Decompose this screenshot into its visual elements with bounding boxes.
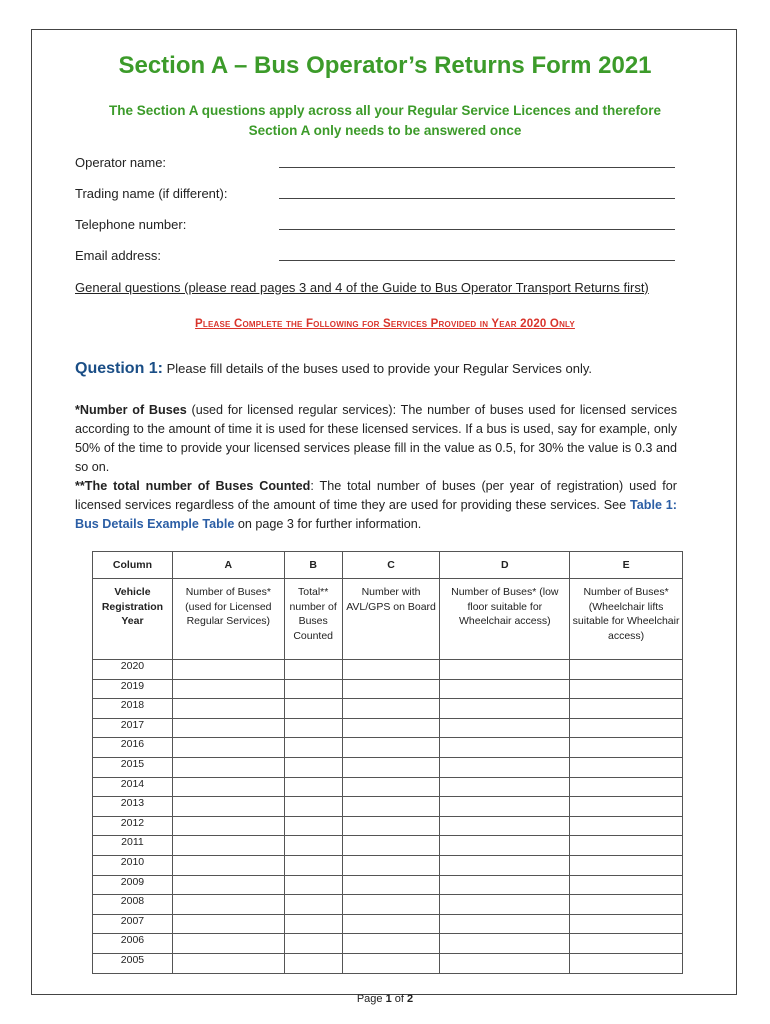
- trading-name-label: Trading name (if different):: [75, 186, 228, 201]
- buses-counted-term: **The total number of Buses Counted: [75, 479, 311, 493]
- column-b-description: Total** number of Buses Counted: [284, 579, 342, 660]
- table-row: [93, 738, 683, 758]
- input-cell-d[interactable]: [440, 875, 570, 895]
- telephone-label: Telephone number:: [75, 217, 187, 232]
- input-cell-c[interactable]: [342, 895, 440, 915]
- buses-counted-definition: : The total number of buses (per year of registration) used for licensed services regardless of the amount of time they are used for providing these services. See: [75, 479, 677, 512]
- general-questions-heading: General questions (please read pages 3 and 4 of the Guide to Bus Operator Transport Returns first): [75, 280, 649, 295]
- table-row: [93, 914, 683, 934]
- subtitle-line-1: The Section A questions apply across all your Regular Service Licences and therefore: [109, 103, 661, 118]
- registration-year-cell: 2018: [93, 699, 173, 719]
- registration-year-cell: 2007: [93, 914, 173, 934]
- input-cell-e[interactable]: [570, 953, 683, 973]
- input-cell-d[interactable]: [440, 738, 570, 758]
- input-cell-b[interactable]: [284, 875, 342, 895]
- input-cell-e[interactable]: [570, 660, 683, 680]
- registration-year-cell: 2009: [93, 875, 173, 895]
- input-cell-c[interactable]: [342, 718, 440, 738]
- number-of-buses-paragraph: [75, 401, 677, 477]
- registration-year-cell: 2005: [93, 953, 173, 973]
- input-cell-e[interactable]: [570, 836, 683, 856]
- registration-year-cell: 2015: [93, 757, 173, 777]
- input-cell-e[interactable]: [570, 777, 683, 797]
- column-header: Column: [93, 552, 173, 579]
- input-cell-a[interactable]: [172, 699, 284, 719]
- please-complete-notice: Please Complete the Following for Services Provided in Year 2020 Only: [195, 318, 575, 330]
- input-cell-d[interactable]: [440, 757, 570, 777]
- input-cell-b[interactable]: [284, 855, 342, 875]
- question-1-text: Please fill details of the buses used to provide your Regular Services only.: [163, 361, 593, 376]
- input-cell-c[interactable]: [342, 836, 440, 856]
- input-cell-a[interactable]: [172, 934, 284, 954]
- input-cell-a[interactable]: [172, 914, 284, 934]
- column-header-a: A: [172, 552, 284, 579]
- input-cell-a[interactable]: [172, 777, 284, 797]
- footer-page-of: of: [391, 993, 408, 1005]
- registration-year-cell: 2020: [93, 660, 173, 680]
- input-cell-a[interactable]: [172, 738, 284, 758]
- input-cell-a[interactable]: [172, 660, 284, 680]
- input-cell-b[interactable]: [284, 934, 342, 954]
- registration-year-cell: 2006: [93, 934, 173, 954]
- input-cell-c[interactable]: [342, 679, 440, 699]
- table-row: [93, 816, 683, 836]
- input-cell-e[interactable]: [570, 855, 683, 875]
- input-cell-c[interactable]: [342, 816, 440, 836]
- telephone-field[interactable]: [279, 229, 675, 230]
- input-cell-a[interactable]: [172, 953, 284, 973]
- number-of-buses-term: *Number of Buses: [75, 403, 187, 417]
- input-cell-e[interactable]: [570, 934, 683, 954]
- input-cell-d[interactable]: [440, 914, 570, 934]
- email-field[interactable]: [279, 260, 675, 261]
- input-cell-d[interactable]: [440, 816, 570, 836]
- table-row: [93, 699, 683, 719]
- registration-year-cell: 2011: [93, 836, 173, 856]
- registration-year-cell: 2019: [93, 679, 173, 699]
- column-c-description: Number with AVL/GPS on Board: [342, 579, 440, 660]
- table-row: [93, 757, 683, 777]
- input-cell-b[interactable]: [284, 816, 342, 836]
- input-cell-d[interactable]: [440, 679, 570, 699]
- table-row: [93, 660, 683, 680]
- column-header-d: D: [440, 552, 570, 579]
- input-cell-d[interactable]: [440, 797, 570, 817]
- input-cell-e[interactable]: [570, 738, 683, 758]
- input-cell-a[interactable]: [172, 816, 284, 836]
- buses-counted-suffix: on page 3 for further information.: [234, 517, 422, 531]
- input-cell-e[interactable]: [570, 797, 683, 817]
- registration-year-cell: 2010: [93, 855, 173, 875]
- table-row: [93, 895, 683, 915]
- input-cell-a[interactable]: [172, 895, 284, 915]
- registration-year-cell: 2012: [93, 816, 173, 836]
- input-cell-b[interactable]: [284, 836, 342, 856]
- input-cell-c[interactable]: [342, 914, 440, 934]
- registration-year-cell: 2008: [93, 895, 173, 915]
- column-d-description: Number of Buses* (low floor suitable for Wheelchair access): [440, 579, 570, 660]
- subtitle-line-2: Section A only needs to be answered once: [248, 123, 522, 138]
- question-1-label: Question 1:: [75, 360, 164, 377]
- input-cell-c[interactable]: [342, 757, 440, 777]
- input-cell-a[interactable]: [172, 836, 284, 856]
- current-page-number: 1: [385, 993, 392, 1005]
- input-cell-a[interactable]: [172, 718, 284, 738]
- input-cell-c[interactable]: [342, 934, 440, 954]
- page-footer: [0, 993, 770, 1005]
- input-cell-b[interactable]: [284, 777, 342, 797]
- input-cell-c[interactable]: [342, 953, 440, 973]
- input-cell-e[interactable]: [570, 914, 683, 934]
- table-row: [93, 797, 683, 817]
- input-cell-e[interactable]: [570, 679, 683, 699]
- input-cell-a[interactable]: [172, 875, 284, 895]
- input-cell-b[interactable]: [284, 757, 342, 777]
- footer-page-prefix: Page: [356, 993, 386, 1005]
- input-cell-b[interactable]: [284, 738, 342, 758]
- question-1: [75, 360, 592, 378]
- input-cell-a[interactable]: [172, 797, 284, 817]
- input-cell-d[interactable]: [440, 855, 570, 875]
- buses-counted-paragraph: [75, 477, 677, 534]
- table-row: [93, 679, 683, 699]
- input-cell-d[interactable]: [440, 934, 570, 954]
- registration-year-cell: 2016: [93, 738, 173, 758]
- input-cell-d[interactable]: [440, 718, 570, 738]
- table-column-header-row: [93, 552, 683, 579]
- input-cell-b[interactable]: [284, 699, 342, 719]
- input-cell-a[interactable]: [172, 757, 284, 777]
- registration-year-cell: 2017: [93, 718, 173, 738]
- input-cell-b[interactable]: [284, 914, 342, 934]
- column-header-c: C: [342, 552, 440, 579]
- input-cell-d[interactable]: [440, 699, 570, 719]
- email-label: Email address:: [75, 248, 161, 263]
- table-1-link[interactable]: Table 1: Bus Details Example Table: [75, 498, 677, 531]
- table-row: [93, 934, 683, 954]
- input-cell-e[interactable]: [570, 699, 683, 719]
- input-cell-d[interactable]: [440, 660, 570, 680]
- input-cell-e[interactable]: [570, 757, 683, 777]
- input-cell-a[interactable]: [172, 855, 284, 875]
- table-row: [93, 718, 683, 738]
- input-cell-e[interactable]: [570, 816, 683, 836]
- operator-name-label: Operator name:: [75, 155, 167, 170]
- input-cell-c[interactable]: [342, 699, 440, 719]
- vehicle-registration-year-header: Vehicle Registration Year: [93, 579, 173, 660]
- input-cell-c[interactable]: [342, 875, 440, 895]
- registration-year-cell: 2014: [93, 777, 173, 797]
- bus-details-table: [92, 551, 683, 974]
- input-cell-b[interactable]: [284, 660, 342, 680]
- table-row: [93, 836, 683, 856]
- input-cell-c[interactable]: [342, 777, 440, 797]
- operator-name-field[interactable]: [279, 167, 675, 168]
- input-cell-c[interactable]: [342, 738, 440, 758]
- column-a-description: Number of Buses* (used for Licensed Regular Services): [172, 579, 284, 660]
- column-header-b: B: [284, 552, 342, 579]
- input-cell-d[interactable]: [440, 777, 570, 797]
- input-cell-b[interactable]: [284, 718, 342, 738]
- table-row: [93, 953, 683, 973]
- input-cell-d[interactable]: [440, 836, 570, 856]
- table-row: [93, 855, 683, 875]
- trading-name-field[interactable]: [279, 198, 675, 199]
- input-cell-c[interactable]: [342, 855, 440, 875]
- input-cell-a[interactable]: [172, 679, 284, 699]
- input-cell-c[interactable]: [342, 797, 440, 817]
- table-row: [93, 777, 683, 797]
- registration-year-cell: 2013: [93, 797, 173, 817]
- number-of-buses-definition: (used for licensed regular services): The number of buses used for licensed services according to the amount of time it is used for these licensed services. If a bus is used, say for example, only 50% of the time to provide your licensed services please fill in the value as 0.5, for 30% the value is 0.3 and so on.: [75, 403, 678, 474]
- form-title: Section A – Bus Operator’s Returns Form 2021: [118, 52, 652, 79]
- input-cell-e[interactable]: [570, 718, 683, 738]
- table-description-row: [93, 579, 683, 660]
- input-cell-b[interactable]: [284, 797, 342, 817]
- input-cell-c[interactable]: [342, 660, 440, 680]
- input-cell-b[interactable]: [284, 679, 342, 699]
- input-cell-e[interactable]: [570, 895, 683, 915]
- input-cell-d[interactable]: [440, 953, 570, 973]
- input-cell-d[interactable]: [440, 895, 570, 915]
- input-cell-e[interactable]: [570, 875, 683, 895]
- input-cell-b[interactable]: [284, 895, 342, 915]
- total-pages: 2: [407, 993, 414, 1005]
- column-header-e: E: [570, 552, 683, 579]
- column-e-description: Number of Buses* (Wheelchair lifts suitable for Wheelchair access): [570, 579, 683, 660]
- table-row: [93, 875, 683, 895]
- input-cell-b[interactable]: [284, 953, 342, 973]
